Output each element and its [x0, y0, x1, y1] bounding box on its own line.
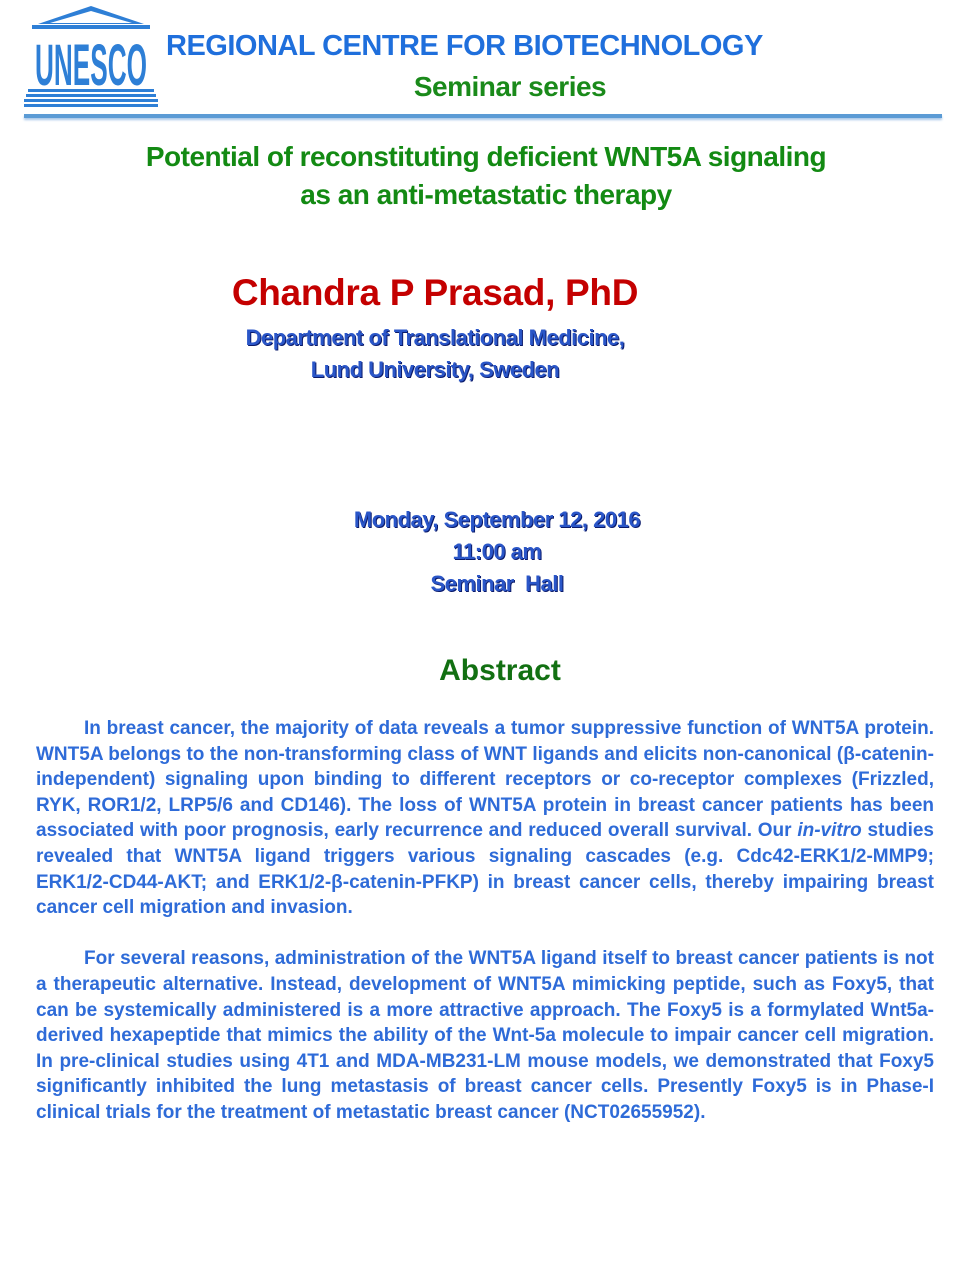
speaker-institution: Lund University, Sweden — [310, 357, 560, 382]
unesco-logo — [24, 4, 158, 108]
seminar-series-label: Seminar series — [413, 71, 607, 102]
speaker-affiliation — [150, 322, 720, 386]
abstract-p1-text: In breast cancer, the majority of data reveals a tumor suppressive function of WNT5A protein. WNT5A belongs to the non-transforming class of WNT ligands and elicits non-canonical (β-catenin-independent) signaling upon binding to different receptors or co-receptor complexes (Frizzled, RYK, ROR1/2, LRP5/6 and CD146). The loss of WNT5A protein in breast cancer patients has been associated with poor prognosis, early recurrence and reduced overall survival. Our — [36, 718, 934, 842]
event-details — [290, 504, 704, 600]
logo-text: UNESCO — [35, 33, 147, 98]
abstract-body — [36, 716, 934, 1126]
abstract-paragraph-1 — [36, 716, 934, 921]
event-time: 11:00 am — [452, 539, 542, 564]
speaker-department: Department of Translational Medicine, — [245, 325, 625, 350]
talk-title — [40, 138, 932, 214]
organization-title: REGIONAL CENTRE FOR BIOTECHNOLOGY — [166, 30, 763, 62]
header-divider — [24, 114, 942, 118]
event-date: Monday, September 12, 2016 — [353, 507, 641, 532]
talk-title-line-2: as an anti-metastatic therapy — [300, 179, 672, 210]
event-venue: Seminar Hall — [430, 571, 564, 596]
speaker-name: Chandra P Prasad, PhD — [231, 272, 639, 313]
abstract-p1-text-cont: studies revealed that WNT5A ligand triggers various signaling cascades (e.g. Cdc42-ERK1/2-MMP9; ERK1/2-CD44-AKT; and ERK1/2-β-catenin-PFKP) in breast cancer cells, thereby impairing breast cancer cell migration and invasion. — [36, 820, 934, 919]
abstract-paragraph-2: For several reasons, administration of the WNT5A ligand itself to breast cancer patients is not a therapeutic alternative. Instead, development of WNT5A mimicking peptide, such as Foxy5, that can be systemically administered is a more attractive approach. The Foxy5 is a formylated Wnt5a-derived hexapeptide that mimics the ability of the Wnt-5a molecule to impair cancer cell migration. In pre-clinical studies using 4T1 and MDA-MB231-LM mouse models, we demonstrated that Foxy5 significantly inhibited the lung metastasis of breast cancer cells. Presently Foxy5 is in Phase-I clinical trials for the treatment of metastatic breast cancer (NCT02655952). — [36, 948, 934, 1123]
abstract-heading: Abstract — [439, 654, 561, 687]
logo-entablature — [32, 25, 150, 29]
abstract-p1-italic: in-vitro — [797, 820, 862, 842]
talk-title-line-1: Potential of reconstituting deficient WNT5A signaling — [145, 141, 827, 172]
